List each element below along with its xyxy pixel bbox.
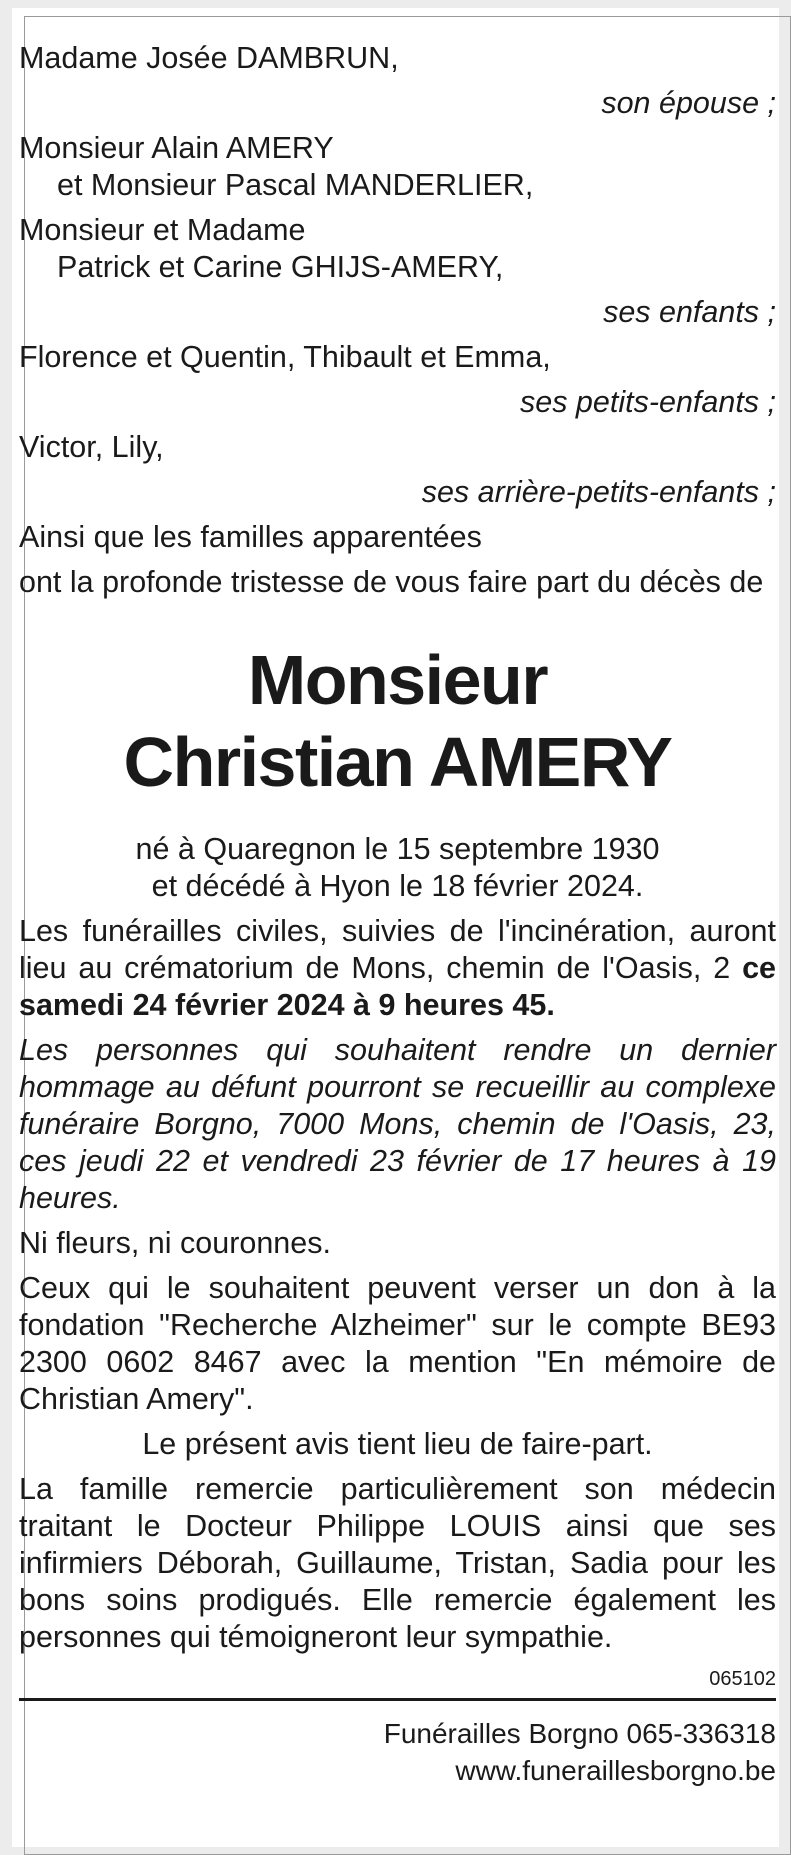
family-line-child-2: Monsieur et Madame [19, 213, 306, 247]
death-line: et décédé à Hyon le 18 février 2024. [151, 869, 644, 903]
family-line-child-2-names: Patrick et Carine GHIJS-AMERY, [57, 250, 504, 284]
family-line-child-1-partner: et Monsieur Pascal MANDERLIER, [57, 168, 534, 202]
role-spouse: son épouse ; [601, 86, 776, 120]
reference-number: 065102 [709, 1668, 776, 1690]
deceased-title: Monsieur [247, 641, 548, 719]
funeral-text: Les funérailles civiles, suivies de l'incinération, auront lieu au crématorium de Mons, chemin de l'Oasis, 2 [19, 914, 776, 985]
deceased-name-block [19, 639, 776, 803]
family-line-grandchildren: Florence et Quentin, Thibault et Emma, [19, 340, 551, 374]
donation-paragraph: Ceux qui le souhaitent peuvent verser un don à la fondation "Recherche Alzheimer" sur le compte BE93 2300 0602 8467 avec la mention "En mémoire de Christian Amery". [19, 1271, 776, 1416]
role-children: ses enfants ; [603, 295, 776, 329]
obituary-notice [19, 40, 776, 1789]
website-link[interactable]: www.funeraillesborgno.be [455, 1755, 776, 1786]
announcement-text: ont la profonde tristesse de vous faire part du décès de [19, 565, 764, 599]
funeral-home-line: Funérailles Borgno 065-336318 [383, 1718, 776, 1749]
funeral-paragraph [19, 913, 776, 1024]
family-line-spouse: Madame Josée DAMBRUN, [19, 41, 399, 75]
notice-paragraph: Le présent avis tient lieu de faire-part. [142, 1427, 653, 1461]
birth-line: né à Quaregnon le 15 septembre 1930 [135, 832, 660, 866]
flowers-paragraph: Ni fleurs, ni couronnes. [19, 1226, 331, 1260]
deceased-name: Christian AMERY [123, 723, 672, 801]
family-line-great-grandchildren: Victor, Lily, [19, 430, 164, 464]
family-line-relatives: Ainsi que les familles apparentées [19, 520, 482, 554]
thanks-paragraph: La famille remercie particulièrement son médecin traitant le Docteur Philippe LOUIS ainsi que ses infirmiers Déborah, Guillaume, Tristan, Sadia pour les bons soins prodigués. Elle remercie également les personnes qui témoigneront leur sympathie. [19, 1472, 776, 1654]
role-grandchildren: ses petits-enfants ; [520, 385, 776, 419]
family-line-child-1: Monsieur Alain AMERY [19, 131, 334, 165]
tribute-paragraph: Les personnes qui souhaitent rendre un dernier hommage au défunt pourront se recueillir au complexe funéraire Borgno, 7000 Mons, chemin de l'Oasis, 23, ces jeudi 22 et vendredi 23 février de 17 heures à 19 heures. [19, 1033, 776, 1215]
funeral-date: ce samedi 24 février 2024 à 9 heures 45. [19, 951, 776, 1022]
role-great-grandchildren: ses arrière-petits-enfants ; [421, 475, 776, 509]
footer-divider [19, 1698, 776, 1701]
